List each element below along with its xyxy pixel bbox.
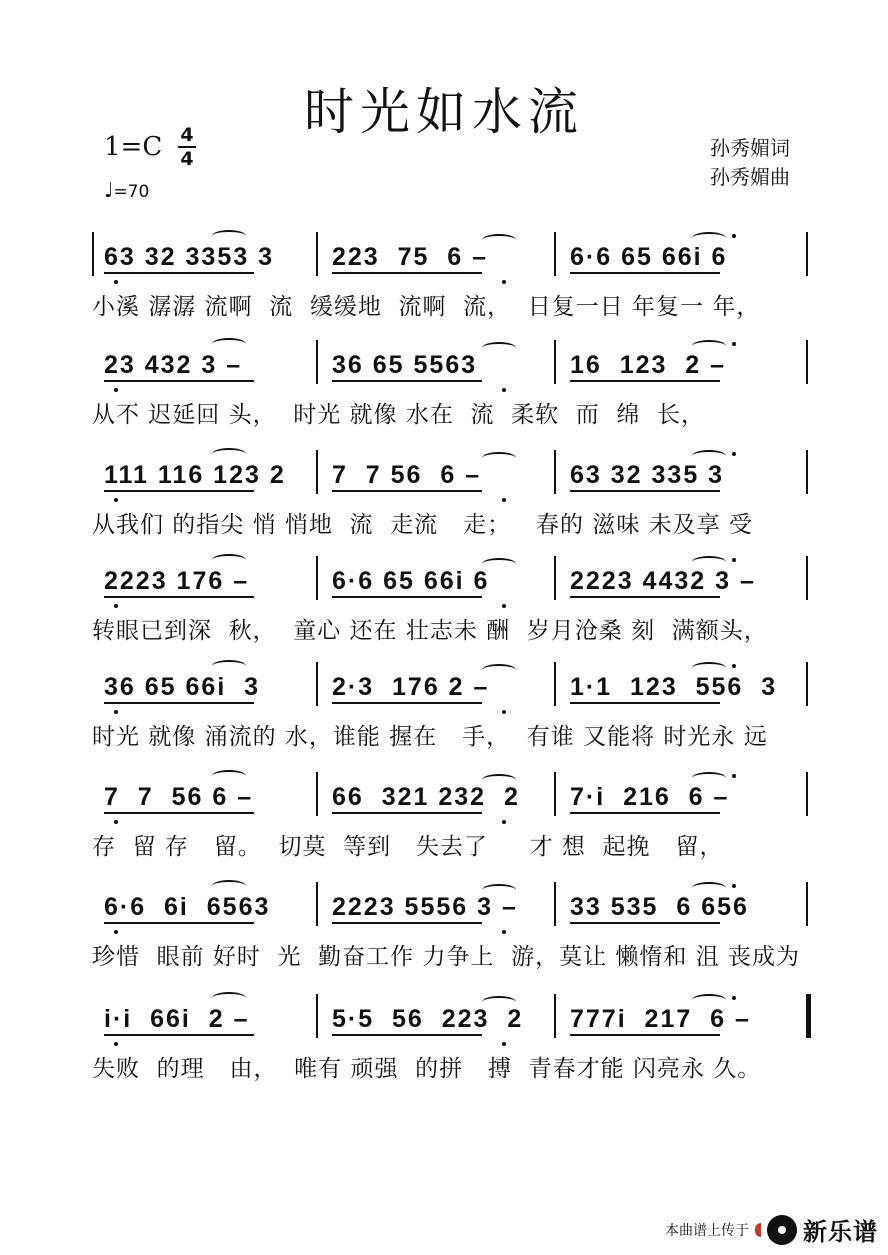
credits (710, 134, 790, 192)
lyricist: 孙秀媚词 (710, 136, 790, 160)
octave-dot (732, 558, 736, 562)
octave-dot (114, 604, 118, 608)
slur (212, 770, 246, 782)
barline (806, 340, 808, 384)
brand-mark-icon (755, 1223, 761, 1237)
beam-line (332, 490, 482, 492)
barline (806, 772, 808, 816)
slur (692, 450, 726, 462)
time-signature: 4 4 (178, 126, 196, 168)
measure: 2223 176 – (104, 567, 250, 595)
measure: 63 32 3353 3 (104, 243, 274, 271)
notation-line (92, 990, 808, 1048)
notation-line (92, 446, 808, 504)
measure: 7 7 56 6 – (104, 783, 254, 811)
brand-name: 新乐谱 (803, 1218, 878, 1246)
slur (482, 664, 516, 676)
barline (316, 450, 318, 494)
octave-dot (114, 388, 118, 392)
barline (554, 340, 556, 384)
octave-dot (114, 820, 118, 824)
measure: 36 65 5563 (332, 351, 478, 379)
beam-line (570, 922, 720, 924)
barline (554, 772, 556, 816)
beam-line (104, 922, 254, 924)
measure: 7·i 216 6 – (570, 783, 730, 811)
beam-line (570, 1034, 720, 1036)
beam-line (570, 490, 720, 492)
lyrics-line: 珍惜 眼前 好时 光 勤奋工作 力争上 游，莫让 懒惰和 沮 丧成为 (92, 944, 801, 970)
song-title: 时光如水流 (304, 83, 584, 141)
footer (665, 1212, 878, 1247)
measure: 36 65 66i 3 (104, 673, 261, 701)
barline (316, 662, 318, 706)
slur (212, 338, 246, 350)
beam-line (332, 596, 482, 598)
beam-line (332, 922, 482, 924)
slur (212, 554, 246, 566)
octave-dot (114, 280, 118, 284)
measure: 6·6 6i 6563 (104, 893, 271, 921)
octave-dot (732, 774, 736, 778)
slur (692, 340, 726, 352)
octave-dot (732, 234, 736, 238)
notation-line (92, 552, 808, 610)
slur (482, 452, 516, 464)
notation-line (92, 658, 808, 716)
beam-line (332, 272, 482, 274)
slur (692, 232, 726, 244)
beam-line (104, 702, 254, 704)
beam-line (104, 812, 254, 814)
measure: 63 32 335 3 (570, 461, 725, 489)
beam-line (104, 272, 254, 274)
barline (554, 662, 556, 706)
beam-line (570, 702, 720, 704)
measure: 33 535 6 656 (570, 893, 749, 921)
slur (212, 992, 246, 1004)
slur (482, 996, 516, 1008)
lyrics-line: 从我们 的指尖 悄 悄地 流 走流 走； 春的 滋味 未及享 受 (92, 512, 753, 538)
octave-dot (502, 498, 506, 502)
beam-line (570, 812, 720, 814)
barline (554, 882, 556, 926)
barline (554, 556, 556, 600)
measure: 6·6 65 66i 6 (332, 567, 490, 595)
tempo-marking: ♩=70 (104, 178, 150, 202)
measure: 2223 4432 3 – (570, 567, 756, 595)
octave-dot (502, 930, 506, 934)
barline (92, 232, 94, 276)
measure: i·i 66i 2 – (104, 1005, 250, 1033)
barline (806, 232, 808, 276)
barline (316, 556, 318, 600)
measure: 1·1 123 556 3 (570, 673, 778, 701)
notation-line (92, 228, 808, 286)
measure: 2223 5556 3 – (332, 893, 518, 921)
beam-line (570, 380, 720, 382)
slur (212, 448, 246, 460)
beam-line (332, 380, 482, 382)
slur (692, 994, 726, 1006)
measure: 777i 217 6 – (570, 1005, 751, 1033)
notation-line (92, 768, 808, 826)
key-signature: 1=C (104, 132, 163, 162)
measure: 23 432 3 – (104, 351, 243, 379)
slur (692, 882, 726, 894)
slur (212, 660, 246, 672)
notation-line (92, 336, 808, 394)
measure: 5·5 56 223 2 (332, 1005, 524, 1033)
lyrics-line: 失败 的理 由， 唯有 顽强 的拼 搏 青春才能 闪亮永 久。 (92, 1056, 762, 1082)
barline (806, 556, 808, 600)
slur (482, 884, 516, 896)
octave-dot (114, 930, 118, 934)
lyrics-line: 从不 迟延回 头， 时光 就像 水在 流 柔软 而 绵 长， (92, 402, 705, 428)
slur (692, 556, 726, 568)
beam-line (332, 1034, 482, 1036)
octave-dot (502, 280, 506, 284)
measure: 223 75 6 – (332, 243, 489, 271)
composer: 孙秀媚曲 (710, 165, 790, 189)
octave-dot (502, 388, 506, 392)
beam-line (332, 702, 482, 704)
barline (806, 882, 808, 926)
barline (806, 450, 808, 494)
beam-line (104, 1034, 254, 1036)
octave-dot (732, 884, 736, 888)
notation-line (92, 878, 808, 936)
octave-dot (114, 498, 118, 502)
slur (212, 230, 246, 242)
octave-dot (732, 996, 736, 1000)
upload-note: 本曲谱上传于 (665, 1222, 749, 1239)
slur (692, 772, 726, 784)
barline (316, 340, 318, 384)
octave-dot (732, 664, 736, 668)
slur (482, 234, 516, 246)
slur (482, 342, 516, 354)
beam-line (104, 596, 254, 598)
slur (482, 558, 516, 570)
lyrics-line: 存 留 存 留。 切莫 等到 失去了 才 想 起挽 留， (92, 834, 724, 860)
barline (554, 994, 556, 1038)
beam-line (104, 490, 254, 492)
slur (482, 774, 516, 786)
record-disc-icon (767, 1215, 797, 1245)
barline (554, 450, 556, 494)
measure: 111 116 123 2 (104, 461, 286, 489)
lyrics-line: 时光 就像 涌流的 水，谁能 握在 手， 有谁 又能将 时光永 远 (92, 724, 768, 750)
barline (316, 232, 318, 276)
barline (806, 662, 808, 706)
octave-dot (502, 820, 506, 824)
beam-line (104, 380, 254, 382)
octave-dot (732, 342, 736, 346)
lyrics-line: 转眼已到深 秋， 童心 还在 壮志未 酬 岁月沧桑 刻 满额头， (92, 618, 768, 644)
slur (692, 662, 726, 674)
lyrics-line: 小溪 潺潺 流啊 流 缓缓地 流啊 流， 日复一日 年复一 年， (92, 294, 761, 320)
measure: 6·6 65 66i 6 (570, 243, 728, 271)
beam-line (570, 596, 720, 598)
measure: 16 123 2 – (570, 351, 727, 379)
barline (316, 772, 318, 816)
barline (806, 994, 811, 1038)
octave-dot (502, 1042, 506, 1046)
octave-dot (732, 452, 736, 456)
barline (316, 882, 318, 926)
slur (212, 880, 246, 892)
octave-dot (502, 604, 506, 608)
barline (316, 994, 318, 1038)
barline (554, 232, 556, 276)
beam-line (332, 812, 482, 814)
measure: 2·3 176 2 – (332, 673, 490, 701)
octave-dot (114, 710, 118, 714)
measure: 7 7 56 6 – (332, 461, 482, 489)
octave-dot (114, 1042, 118, 1046)
measure: 66 321 232 2 (332, 783, 520, 811)
beam-line (570, 272, 720, 274)
octave-dot (502, 710, 506, 714)
quarter-note-icon: ♩ (104, 178, 114, 202)
